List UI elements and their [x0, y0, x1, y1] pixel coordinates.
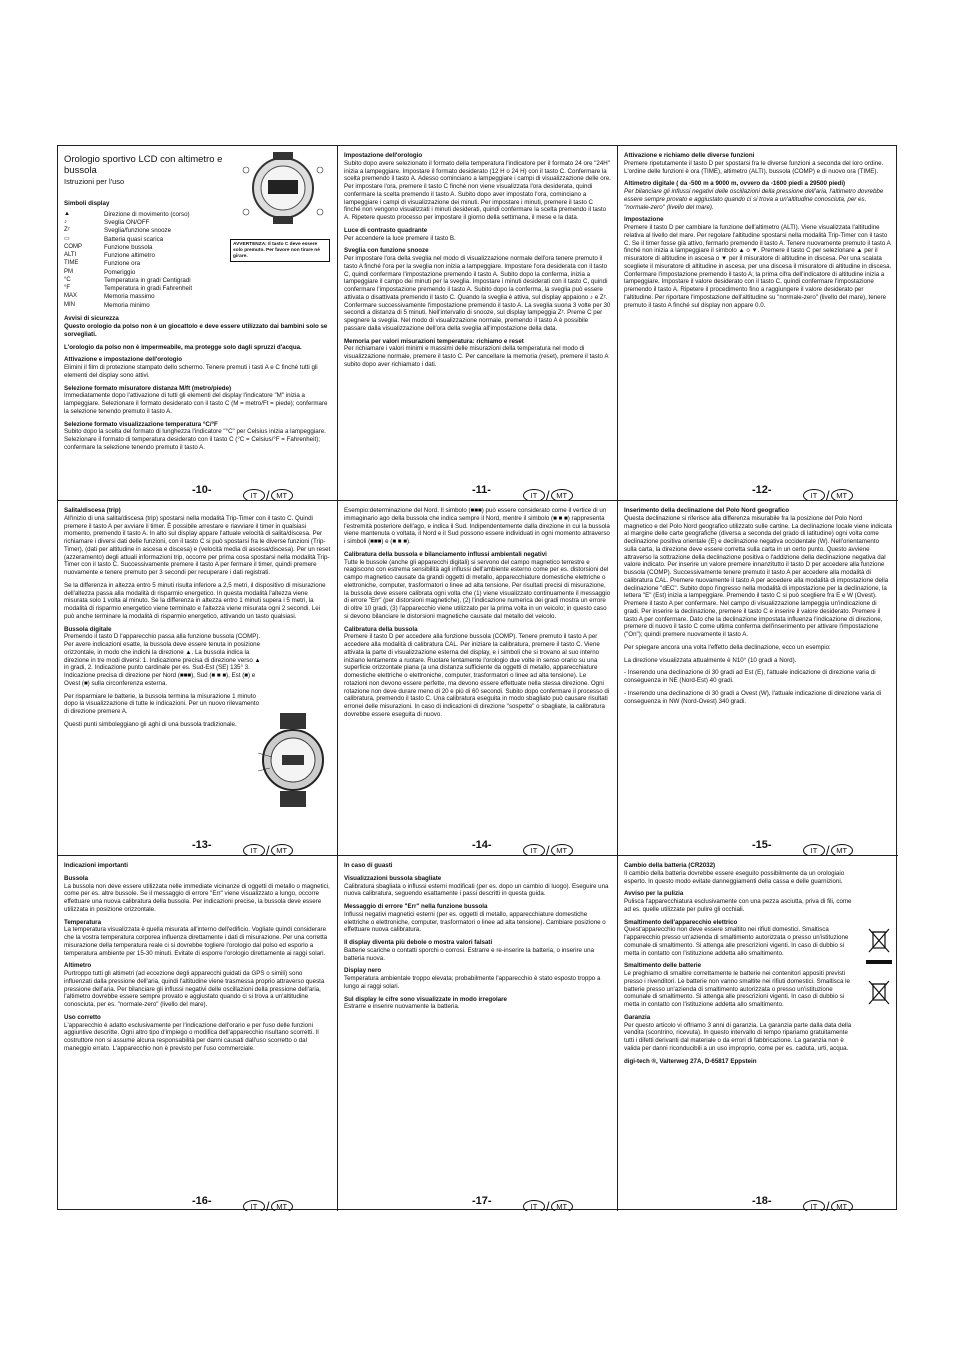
section-body: Per bilanciare gli influssi negativi delle oscillazioni della pressione dell'aria, l'altimetro dovrebbe essere sempre provato e aggiustato quando ci si trova a un'altitudine conosciuta, per es. "normale-zero" (livello del mare).: [624, 188, 884, 211]
section: [64, 356, 331, 379]
section: [64, 344, 331, 352]
section-body: Subito dopo la scelta del formato di lunghezza l'indicatore "°C" per Celsius inizia a lampeggiare. Selezionare il formato di temperatura desiderato con il tasto C (°C = Celsius/°F = Fahrenheit); confermare la selezione tenendo premuto il tasto A.: [64, 428, 326, 451]
language-badge: IT / MT: [243, 489, 293, 501]
section: [64, 919, 331, 958]
symbol-label: Funzione bussola: [104, 243, 153, 251]
language-badge: IT / MT: [243, 844, 293, 856]
language-badge: IT / MT: [523, 844, 573, 856]
compass-watch-illustration: [258, 713, 328, 808]
section-heading: Sveglia con funzione snooze: [344, 247, 429, 255]
section-body: Quest'apparecchio non deve essere smaltito nei rifiuti domestici. Smaltisca l'apparecchio presso un'azienda di smaltimento autorizzata o presso un'istituzione comunale di smaltimento. Si attenga alle prescrizioni vigenti. In caso di dubbio si metta in contatto con l'istituzione addetta allo smaltimento.: [624, 926, 849, 957]
badge-mt: MT: [831, 1200, 853, 1211]
symbol-label: Funzione ora: [104, 260, 141, 268]
symbol-label: Memoria minimo: [104, 301, 150, 309]
section-body: Le preghiamo di smaltire correttamente le batterie nei contenitori appositi previsti presso i rivenditori. Le batterie non vanno smaltite nei rifiuti domestici. Smaltisca le batterie presso un'azienda di smaltimento autorizzata o presso un'istituzione comunale di smaltimento. Si attenga alle prescrizioni vigenti. In caso di dubbio si metta in contatto con l'istituzione addetta allo smaltimento.: [624, 970, 850, 1008]
section: [64, 875, 331, 914]
badge-mt: MT: [551, 489, 573, 501]
badge-it: IT: [523, 489, 545, 501]
section: [624, 216, 892, 309]
section-body: Per richiamare i valori minimi e massimi delle misurazioni della temperatura nel modo di visualizzazione normale, premere il tasto C. Per cancellare la memoria (reset), premere il tasto A subito dopo aver richiamato i dati.: [344, 345, 609, 368]
section: [624, 962, 856, 1009]
badge-mt: MT: [271, 844, 293, 856]
section-body: Temperatura ambientale troppo elevata; probabilmente l'apparecchio è stato esposto troppo a lungo ai raggi solari.: [344, 975, 601, 990]
section: [624, 919, 856, 958]
language-badge: IT / MT: [523, 1200, 573, 1211]
language-badge: IT / MT: [803, 844, 853, 856]
language-badge: IT / MT: [803, 489, 853, 501]
section-body: L'apparecchio è adatto esclusivamente per l'indicazione dell'orario e per l'uso delle funzioni aggiuntive descritte. Ogni altro tipo d'impiego o modifica dell'apparecchio risultano scorretti. Il costruttore non si assume alcuna responsabilità per danni causati dall'uso scorretto o dal maneggio errato. L'apparecchio non è previsto per l'uso commerciale.: [64, 1021, 319, 1052]
section-heading: Impostazione: [624, 216, 664, 224]
page-12-sections: [624, 152, 892, 309]
section-body: Premendo il tasto D l'apparecchio passa alla funzione bussola (COMP). Per avere indicazioni esatte, la bussola deve essere tenuta in posizione orizzontale, in modo che indichi la direzione ▲. La bussola indica la direzione in tre modi diversi: 1. Indicazione precisa di direzione verso ▲ in gradi, 2. Indicazione punto cardinale per es. Sud-Est (SE) 135° 3. Indicazione precisa di direzione per Nord (■■■), Sud (■ ■ ■), Est (■) e Ovest (■) sulla circonferenza esterna.: [64, 633, 261, 687]
page-number: -10-: [192, 484, 212, 497]
page-13: [58, 501, 338, 856]
symbol-label: Direzione di movimento (corso): [104, 210, 190, 218]
section-body: Purtroppo tutti gli altimetri (ad eccezione degli apparecchi guidati da GPS o simili) sono influenzati dalla pressione dell'aria, quindi l'altitudine viene trasmessa proprio attraverso questa pressione dell'aria. Per bilanciare gli influssi negativi delle oscillazioni della pressione dell'aria, l'altimetro dovrebbe essere sempre provato e aggiustato quando ci si trova a un'altitudine conosciuta, per es. "normale-zero" (livello del mare).: [64, 970, 325, 1008]
section-heading: digi-tech ®, Valterweg 27A, D-65817 Eppstein: [624, 1057, 757, 1065]
section-body: Elimini il film di protezione stampato dello schermo. Tenere premuti i tasti A e C finché tutti gli elementi del display sono attivi.: [64, 364, 318, 379]
symbol-label: Memoria massimo: [104, 293, 155, 301]
manual-title: Orologio sportivo LCD con altimetro e bussola: [64, 154, 223, 177]
section-heading: Attivazione e richiamo delle diverse funzioni: [624, 152, 755, 159]
section-body: Premere il tasto D per accedere alla funzione bussola (COMP). Tenere premuto il tasto A per accedere alla modalità di calibratura CAL. Per iniziare la calibratura, premere il tasto C. Viene attivata la parte di visualizzazione esterna del display, e i simboli che si trovano al suo interno iniziano lentamente a ruotare. Ruotare lentamente l'orologio due volte in senso orario su una superficie orizzontale piana (a una distanza sufficiente da oggetti di metallo, apparecchiature domestiche elettriche o elettroniche, computer, trasformatori o linee ad alta tensione). Le rotazioni non devono essere perfette, ma devono essere effettuate nella stessa direzione. Ogni rotazione non deve durare meno di 20 e più di 60 secondi. Subito dopo confermare il processo di calibratura, premendo il tasto C. Una calibratura eseguita in modo sbagliato può causare risultati erronei delle misurazioni. In caso di indicazioni di direzione "sospette" o sbagliate, la calibratura dovrebbe essere eseguita di nuovo.: [344, 633, 610, 718]
section-body: Esempio:determinazione del Nord. Il simbolo (■■■) può essere considerato come il vertice di un immaginario ago della bussola che indica sempre il Nord, mentre il simbolo (■ ■ ■) rappresenta l'estremità posteriore dell'ago, e indica il Sud. Indipendentemente dalla direzione in cui la bussola viene mantenuta o voltata, il Nord e il Sud possono essere individuati in ogni momento attraverso i simboli (■■■) e (■ ■ ■).: [344, 507, 610, 545]
section-body: Per risparmiare le batterie, la bussola termina la misurazione 1 minuto dopo la visualizzazione di tutte le indicazioni. Per un nuovo rilevamento di direzione premere A.: [64, 692, 260, 715]
page-10: [58, 146, 338, 501]
section: [344, 507, 611, 546]
section-body: Il cambio della batteria dovrebbe essere eseguito possibilmente da un orologiaio esperto. In questo modo evitate danneggiamenti della cassa e delle guarnizioni.: [624, 869, 845, 885]
symbol-icon: MAX: [64, 293, 78, 300]
section-body: - Inserendo una declinazione di 30 gradi a Ovest (W), l'attuale indicazione di direzione varia di conseguenza in NW (Nord-Ovest) 340 gradi.: [624, 689, 882, 705]
section: [344, 626, 611, 719]
section-heading: Altimetro: [64, 962, 92, 970]
symbol-icon: ♪: [64, 219, 67, 226]
symbol-icon: Zᶻ: [64, 227, 70, 234]
section-heading: In caso di guasti: [344, 862, 393, 869]
page-number: -13-: [192, 839, 212, 852]
section-body: Per spiegare ancora una volta l'effetto della declinazione, ecco un esempio:: [624, 643, 831, 651]
section-heading: Luce di contrasto quadrante: [344, 226, 428, 234]
section-heading: Garanzia: [624, 1013, 651, 1021]
section: [624, 644, 892, 652]
section-heading: Attivazione e impostazione dell'orologio: [64, 356, 183, 364]
page-16-sections: [64, 862, 331, 1053]
section-heading: Inserimento della declinazione del Polo Nord geografico: [624, 507, 790, 514]
section-body: Per accendere la luce premere il tasto B.: [344, 234, 456, 242]
language-badge: IT / MT: [523, 489, 573, 501]
symbol-icon: PM: [64, 268, 73, 275]
page-12: [618, 146, 898, 501]
page-18-sections: [624, 862, 892, 1065]
section: [64, 582, 331, 621]
symbol-icon: ALTI: [64, 252, 77, 259]
symbol-label: Pomeriggio: [104, 268, 136, 276]
section-body: Tutte le bussole (anche gli apparecchi digitali) si servono del campo magnetico terrestre e reagiscono con estrema sensibilità agli influssi dell'ambiente esterno come per es. distorsioni del campo magnetico causate da grandi oggetti di metallo, apparecchiature domestiche elettriche o elettroniche, computer, trasformatori o linee ad alta tensione. Per risultati precisi di misurazione, la bussola deve essere calibrata ogni volta che (1) viene visualizzato continuamente il messaggio di errore "Err" (per distorsioni magnetiche), (2) l'indicazione numerica dei gradi mostra un errore di oltre 10 gradi, (3) l'apparecchio viene utilizzato per la prima volta in un veicolo; in questo caso si devono bilanciare le distorsioni magnetiche causate dal metallo del veicolo.: [344, 558, 611, 620]
section: [624, 1058, 856, 1066]
badge-it: IT: [803, 1200, 825, 1211]
badge-mt: MT: [271, 489, 293, 501]
badge-mt: MT: [831, 844, 853, 856]
section-heading: Messaggio di errore "Err" nella funzione bussola: [344, 903, 488, 910]
symbol-label: Batteria quasi scarica: [104, 235, 164, 243]
badge-it: IT: [803, 844, 825, 856]
section-body: Questa declinazione si riferisce alla differenza misurabile fra la posizione del Polo Nord magnetico e del Polo Nord geografico utilizzato sulle cartine. La declinazione locale viene indicata al margine delle carte geografiche (diversa a seconda del grado di latitudine) ogni volta come declinazione positiva orientale (E) e declinazione negativa occidentale (W). Nell'orientamento sulla carta, la direzione deve essere corretta sulla carta in un certo punto. Questo avviene attraverso la sottrazione della declinazione positiva o l'addizione della declinazione negativa dal valore indicato. Per inserire un valore premere innanzitutto il tasto D per accedere alla funzione bussola (COMP). Successivamente tenere premuto il tasto A per accedere alla modalità di calibratura CAL. Premere nuovamente il tasto A per accedere alla modalità di impostazione della declinazione "dEC". Subito dopo l'ingresso nella modalità di impostazione per la declinazione, la lettera "E" (Est) inizia a lampeggiare. Premendo il tasto C si può scegliere fra E e W (Ovest). Premere il tasto A per confermare. Nel campo di visualizzazione lampeggia un'indicazione di gradi. Per inserire la declinazione, premere il tasto C e inserire il valore desiderato. Premere il tasto A per confermare. Dato che la declinazione impostata influenza l'indicazione di direzione, premere di nuovo il tasto C come ultima conferma dell'inserimento per attivare l'impostazione ("On"); quindi premere nuovamente il tasto A.: [624, 514, 892, 638]
section: [624, 669, 892, 685]
section-heading: Salita/discesa (trip): [64, 507, 121, 514]
crossed-bin-icon: [866, 926, 892, 956]
page-10-sections: [64, 315, 331, 451]
page-17: [338, 856, 618, 1211]
symbol-icon: MIN: [64, 301, 75, 308]
badge-it: IT: [523, 1200, 545, 1211]
manual-subtitle: Istruzioni per l'uso: [64, 176, 125, 186]
section-heading: Sul display le cifre sono visualizzate in modo irregolare: [344, 995, 507, 1003]
section: [64, 507, 331, 577]
page-17-sections: [344, 862, 611, 1011]
badge-it: IT: [243, 844, 265, 856]
section-body: Premere il tasto D per cambiare la funzione dell'altimetro (ALTI). Viene visualizzata l'altitudine relativa al livello del mare. Per regolare l'altitudine spostarsi nella modalità Trip-Timer con il tasto C. Se il timer fosse già attivo, fermarlo premendo il tasto A. Tenere nuovamente premuto il tasto A finché non inizia a lampeggiare il simbolo ▲ o ▼. Premere il tasto C per selezionare ▲ per il misuratore di altitudine in ascesa o ▼ per il misuratore di altitudine in discesa. Per una scalata scegliete il misuratore di altitudine in ascesa, per una discesa il misuratore di altitudine in discesa. Confermare l'impostazione premendo il tasto A; la prima cifra dell'indicatore di altitudine inizia a lampeggiare. Impostare il valore desiderato con il tasto C, quindi confermare l'impostazione premendo il tasto A. Ripetere il procedimento fino a raggiungere il valore desiderato per l'altitudine. Per riportare l'impostazione dell'altitudine su "normale-zero" (livello del mare), tenere premuto il tasto A finché sul display non appare 0.0.: [624, 224, 892, 309]
page-15-sections: [624, 507, 892, 705]
section-heading: Smaltimento delle batterie: [624, 962, 702, 970]
symbol-label: Funzione altimetro: [104, 252, 155, 260]
section-body: Calibratura sbagliata o influssi esterni modificati (per es. dopo un cambio di luogo). Eseguire una nuova calibratura, seguendo esattamente i passi descritti in questa guida.: [344, 882, 609, 898]
section-body: Per impostare l'ora della sveglia nel modo di visualizzazione normale dell'ora tenere premuto il tasto A finché l'ora per la sveglia non inizia a lampeggiare. Impostare l'ora desiderata con il tasto C, quindi confermare l'impostazione premendo il tasto A. Subito dopo la conferma, inizia a lampeggiare il campo dei minuti per la sveglia. Impostare i minuti desiderati con il tasto C, quindi confermare l'impostazione premendo il tasto A. Subito dopo la conferma, la sveglia può essere attivata o disattivata premendo il tasto C. Quando la sveglia è attiva, sul display appaiono ♪ e Zᶻ. Confermare successivamente l'impostazione premendo il tasto A. La sveglia suona 3 volte per 30 secondi a distanza di 5 minuti. Nell'intervallo di snooze, sul display lampeggia Zᶻ. Preme C per spegnere la sveglia. Nel modo di visualizzazione normale, premendo il tasto A è possibile passare dalla visualizzazione dell'ora della sveglia all'impostazione della data.: [344, 255, 611, 332]
section-heading: Smaltimento dell'apparecchio elettrico: [624, 918, 738, 926]
page-number: -12-: [752, 484, 772, 497]
symbol-icon: °F: [64, 285, 71, 292]
badge-mt: MT: [831, 489, 853, 501]
section: [624, 1014, 856, 1053]
section-heading: Il display diventa più debole o mostra valori falsati: [344, 939, 493, 946]
section: [344, 862, 611, 870]
section: [64, 962, 331, 1009]
symbol-label: Sveglia/funzione snooze: [104, 227, 172, 235]
manual-sheet: [57, 145, 897, 1210]
language-badge: IT / MT: [243, 1200, 293, 1211]
bin-underline-bar: [866, 960, 892, 964]
section: [344, 875, 611, 898]
language-badge: IT / MT: [803, 1200, 853, 1211]
warning-box: AVVERTENZA: Il tasto C deve essere solo premuto. Per favore non tirare né girare.: [230, 239, 330, 262]
section: [344, 903, 611, 934]
section: [624, 180, 892, 211]
section: [64, 385, 331, 416]
section: [624, 507, 892, 639]
crossed-bin-icon: [866, 978, 892, 1008]
section-heading: Visualizzazioni bussola sbagliate: [344, 874, 442, 882]
badge-it: IT: [243, 1200, 265, 1211]
symbol-icon: ▲: [64, 210, 70, 217]
section-heading: Display nero: [344, 967, 382, 975]
badge-mt: MT: [551, 1200, 573, 1211]
section-body: Subito dopo avere selezionato il formato della temperatura l'indicatore per il formato 24 ore "24H" inizia a lampeggiare. Impostare il formato desiderato (12 H o 24 H) con il tasto C. Confermare la scelta premendo il tasto A. Adesso cominciano a lampeggiare i campi di visualizzazione delle ore. Per impostare l'ora, premere il tasto C finché non viene visualizzata l'ora desiderata, quindi confermare la scelta premendo il tasto A. Subito dopo aver impostato l'ora, cominciano a lampeggiare i campi di visualizzazione dei minuti. Per impostare i minuti, premere il tasto C finché non vengono visualizzati i minuti desiderati, quindi confermare la scelta premendo il tasto A. Ripetere questo processo per impostare il giorno della settimana, il mese e la data.: [344, 159, 611, 221]
page-number: -17-: [472, 1195, 492, 1208]
section-body: Questi punti simboleggiano gli aghi di una bussola tradizionale.: [64, 720, 237, 728]
symbol-icon: COMP: [64, 243, 82, 250]
section-body: Immediatamente dopo l'attivazione di tutti gli elementi del display l'indicatore "M" inizia a lampeggiare. Selezionare il formato desiderato con il tasto C (M = metro/Ft = piede); confermare la selezione tenendo premuto il tasto A.: [64, 392, 328, 415]
section: [344, 967, 611, 990]
section-heading: Calibratura della bussola: [344, 625, 418, 633]
section-heading: Selezione formato misuratore distanza M/ft (metro/piede): [64, 384, 232, 392]
section-heading: Bussola digitale: [64, 625, 112, 633]
badge-it: IT: [523, 844, 545, 856]
section: [64, 421, 331, 452]
section-body: La direzione visualizzata attualmente è N10° (10 gradi a Nord).: [624, 656, 797, 664]
symbol-label: Temperatura in gradi Fahrenheit: [104, 285, 193, 293]
section-heading: Memoria per valori misurazioni temperatura: richiamo e reset: [344, 337, 524, 345]
section: [344, 227, 611, 243]
page-number: -15-: [752, 839, 772, 852]
section-heading: Cambio della batteria (CR2032): [624, 862, 716, 869]
section: [624, 657, 892, 665]
page-11: [338, 146, 618, 501]
badge-it: IT: [243, 489, 265, 501]
section-body: La temperatura visualizzata è quella misurata all'interno dell'edificio. Vogliate quindi considerare che la vostra temperatura corporea influenza direttamente i dati di misurazione. Per una corretta misurazione della temperatura reale ci si dovrebbe togliere l'orologio dal polso ed esporlo a temperatura ambiente per 15-30 minuti. Evitate di esporre l'orologio direttamente ai raggi solari.: [64, 926, 328, 957]
watch-illustration: [238, 150, 328, 225]
section-body: La bussola non deve essere utilizzata nelle immediate vicinanze di oggetti di metallo o magnetici, come per es. altre bussole. Se il messaggio di errore "Err" viene visualizzato a lungo, occorre effettuare una nuova calibratura della bussola. Per indicazioni precise, la bussola deve essere utilizzata in posizione orizzontale.: [64, 882, 330, 913]
section-body: Batterie scariche o contatti sporchi o corrosi. Estrarre e re-inserire la batteria, o inserire una batteria nuova.: [344, 946, 595, 962]
page-13-sections: [64, 507, 331, 729]
section: [624, 690, 892, 706]
badge-it: IT: [803, 489, 825, 501]
section-heading: Calibratura della bussola e bilanciamento influssi ambientali negativi: [344, 550, 547, 558]
page-number: -11-: [472, 484, 491, 497]
section-body: Influssi negativi magnetici esterni (per es. oggetti di metallo, apparecchiature domestiche elettriche o elettroniche, computer, trasformatori o linee ad alta tensione). Cambiare posizione o effettuare nuova calibratura.: [344, 910, 606, 934]
section-heading: Indicazioni importanti: [64, 862, 128, 869]
section: [64, 1014, 331, 1053]
page-14-sections: [344, 507, 611, 719]
section: [624, 862, 856, 885]
page-14: [338, 501, 618, 856]
section-body: Premere ripetutamente il tasto D per spostarsi fra le diverse funzioni a seconda del loro ordine. L'ordine delle funzioni è ora (TIME), altimetro (ALTI), bussola (COMP) e di nuovo ora (TIME).: [624, 159, 884, 175]
section-heading: Impostazione dell'orologio: [344, 152, 423, 159]
badge-mt: MT: [551, 844, 573, 856]
section-body: Pulisca l'apparecchiatura esclusivamente con una pezza asciutta, priva di fili, come ad es. quelle utilizzate per pulire gli occhiali.: [624, 898, 852, 913]
section-body: Questo orologio da polso non è un giocattolo e deve essere utilizzato dai bambini solo se sorvegliati.: [64, 323, 328, 338]
section: [344, 551, 611, 621]
section: [344, 247, 611, 332]
section-heading: Selezione formato visualizzazione temperatura °C/°F: [64, 420, 218, 428]
section-heading: Altimetro digitale ( da -500 m a 9000 m, ovvero da -1600 piedi a 29500 piedi): [624, 180, 846, 188]
page-15: [618, 501, 898, 856]
section-heading: Avviso per la pulizia: [624, 890, 684, 898]
section: [64, 626, 331, 688]
section-heading: Temperatura: [64, 918, 102, 926]
section-heading: Bussola: [64, 874, 89, 882]
section-body: L'orologio da polso non è impermeabile, ma protegge solo dagli spruzzi d'acqua.: [64, 343, 302, 351]
page-11-sections: [344, 152, 611, 369]
symbols-heading: Simboli display: [64, 200, 110, 208]
section-body: Se la differenza in altezza entro 5 minuti risulta inferiore a 2,5 metri, il dispositivo di misurazione dell'altezza passa alla modalità di risparmio energetico. In questa modalità l'altezza viene misurata solo 1 volta al minuto. Se la differenza in altezza entro 1 minuti supera i 5 metri, la modalità di risparmio energetico viene terminato e l'altezza viene misurata ogni 2 secondi. Lei può anche terminare la modalità di risparmio energetico, attivando un tasto qualsiasi.: [64, 581, 326, 620]
symbol-icon: °C: [64, 276, 71, 283]
section-heading: Avvisi di sicurezza: [64, 315, 119, 323]
page-18: [618, 856, 898, 1211]
section-body: Estrarre e inserire nuovamente la batteria.: [344, 1003, 460, 1011]
symbol-label: Temperatura in gradi Centigradi: [104, 276, 191, 284]
page-16: [58, 856, 338, 1211]
section: [64, 315, 331, 338]
section-heading: Uso corretto: [64, 1013, 101, 1021]
page-number: -14-: [472, 839, 492, 852]
section: [344, 939, 611, 962]
section: [344, 996, 611, 1012]
section: [344, 152, 611, 222]
symbol-icon: TIME: [64, 260, 79, 267]
section: [344, 338, 611, 369]
badge-mt: MT: [271, 1200, 293, 1211]
section: [624, 890, 856, 913]
symbol-icon: ▭: [64, 235, 70, 242]
symbol-label: Sveglia ON/OFF: [104, 219, 150, 227]
page-number: -16-: [192, 1195, 212, 1208]
section: [624, 152, 892, 175]
page-number: -18-: [752, 1195, 772, 1208]
section: [64, 862, 331, 870]
section-body: All'inizio di una salita/discesa (trip) spostarsi nella modalità Trip-Timer con il tasto C. Quindi premere il tasto A per avviare il timer. È possibile arrestare e riavviare il timer in qualsiasi momento, premendo il tasto A. In alto sul display appare l'attuale velocità di salita/discesa. Per richiamare i diversi dati delle funzioni, con il tasto C si può spostarsi fra le diverse funzioni (Trip-Timer), (dati per altitudine in ascesa e discesa) e (velocità media di ascesa/discesa). Per un reset (azzeramento) degli attuali informazioni trip, occorre per prima cosa spostarsi nella modalità Trip-Timer con il tasto C. Successivamente premere il tasto A per fermare il timer, quindi premere nuovamente e tenere premuto per 3 secondi per recuperare i dati registrati.: [64, 514, 331, 576]
section-body: - Inserendo una declinazione di 30 gradi ad Est (E), l'attuale indicazione di direzione varia di conseguenza in NE (Nord-Est) 40 gradi.: [624, 669, 876, 684]
section-body: Per questo articolo vi offriamo 3 anni di garanzia. La garanzia parte dalla data della vendita (scontrino, ricevuta). In questo intervallo di tempo ripariamo gratuitamente tutti i difetti derivanti dal materiale o da errori di fabbricazione. La garanzia non è valida per danni riconducibili a un uso improprio, come per es. caduta, urti, acqua.: [624, 1021, 852, 1052]
